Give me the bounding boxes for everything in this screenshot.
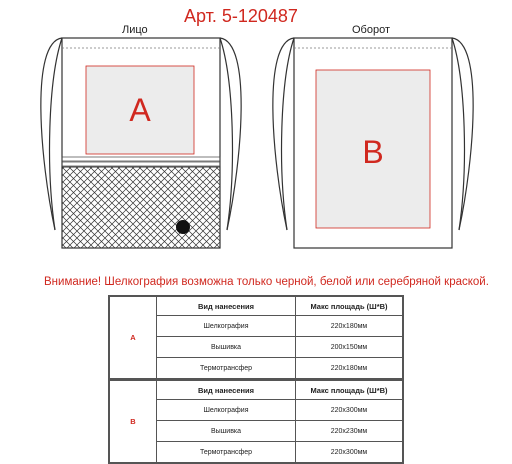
front-pocket-button [176, 220, 190, 234]
back-view-label: Оборот [352, 24, 391, 36]
table-cell-size: 220x180мм [296, 358, 404, 380]
table-cell-size: 220x300мм [296, 400, 404, 421]
table-a-method-header: Вид нанесения [157, 296, 296, 316]
spec-table-b [108, 379, 404, 464]
table-cell-size: 220x180мм [296, 316, 404, 337]
silkscreen-warning: Внимание! Шелкография возможна только черной, белой или серебряной краской. [44, 276, 489, 288]
back-bag [273, 38, 473, 248]
table-b-zone-letter: B [109, 380, 157, 463]
table-cell-method: Шелкография [157, 316, 296, 337]
table-cell-method: Шелкография [157, 400, 296, 421]
front-bag [41, 38, 241, 248]
front-pocket-mesh [62, 167, 220, 248]
table-b-method-header: Вид нанесения [157, 380, 296, 400]
table-b-size-header: Макс площадь (Ш*В) [296, 380, 404, 400]
table-a-zone-letter: A [109, 296, 157, 379]
spec-table-a [108, 295, 404, 380]
back-print-area-label: B [362, 134, 384, 170]
table-cell-method: Термотрансфер [157, 358, 296, 380]
table-cell-size: 200x150мм [296, 337, 404, 358]
table-cell-size: 220x230мм [296, 421, 404, 442]
table-cell-method: Вышивка [157, 337, 296, 358]
table-cell-size: 220x300мм [296, 442, 404, 464]
table-cell-method: Термотрансфер [157, 442, 296, 464]
front-print-area-label: A [129, 92, 151, 128]
front-view-label: Лицо [122, 24, 148, 36]
table-cell-method: Вышивка [157, 421, 296, 442]
table-a-size-header: Макс площадь (Ш*В) [296, 296, 404, 316]
article-title: Арт. 5-120487 [184, 6, 298, 26]
